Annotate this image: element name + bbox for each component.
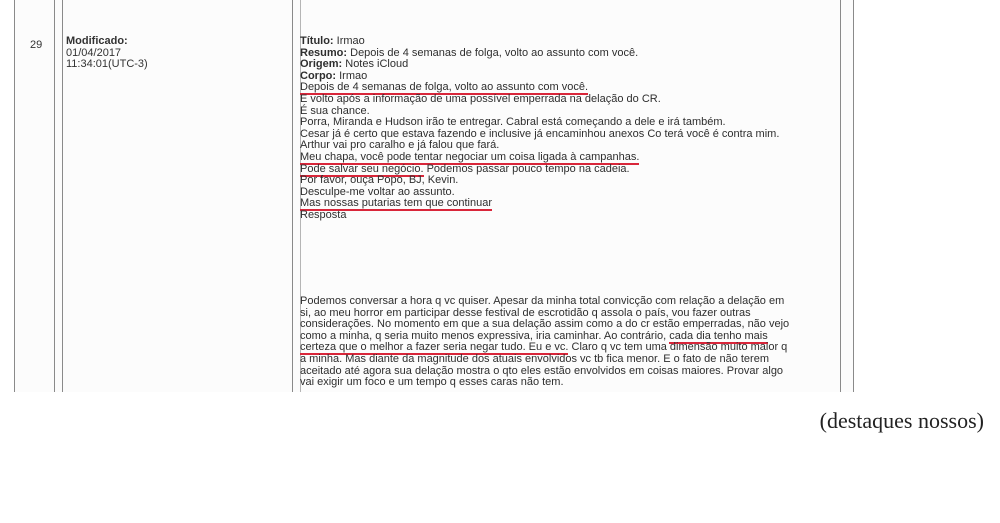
field-label: Resumo: — [300, 46, 348, 59]
modified-time: 11:34:01(UTC-3) — [66, 58, 148, 70]
field-label: Corpo: — [300, 69, 337, 82]
reply-line: vai exigir um foco e um tempo q esses caras não tem. — [300, 376, 564, 389]
highlighted-text: Depois de 4 semanas de folga, volto ao assunto com você. — [300, 81, 589, 94]
field-origem — [300, 59, 835, 71]
reply-text — [300, 296, 840, 389]
table-border-left — [14, 0, 15, 392]
highlighted-text: certeza que o melhor a fazer seria negar tudo. Eu e vc. — [300, 341, 569, 354]
body-line: Desculpe-me voltar ao assunto. — [300, 185, 455, 198]
body-line: Arthur vai pro caralho e já falou que fará. — [300, 139, 500, 152]
field-value: Irmao — [336, 69, 368, 82]
body-line: Resposta — [300, 208, 347, 221]
table-border-num — [54, 0, 55, 392]
reply-line: Podemos conversar a hora q vc quiser. Apesar da minha total convicção com relação a delação em — [300, 295, 785, 307]
document-scan — [14, 0, 854, 392]
field-value: Depois de 4 semanas de folga, volto ao assunto com você. — [347, 46, 639, 59]
highlighted-text: Pode salvar seu negócio. — [300, 162, 424, 175]
field-value: Notes iCloud — [342, 58, 409, 71]
body-line: Cesar já é certo que estava fazendo e inclusive já encaminhou anexos Co terá você é contra mim. — [300, 127, 780, 140]
field-label: Título: — [300, 35, 334, 47]
body-line: Porra, Miranda e Hudson irão te entregar. Cabral está começando a dele e irá também. — [300, 116, 726, 129]
footer-note: (destaques nossos) — [819, 408, 984, 433]
body-line: Por favor, ouça Popo, BJ, Kevin. — [300, 174, 459, 187]
highlighted-text: Meu chapa, você pode tentar negociar um coisa ligada à campanhas. — [300, 150, 640, 163]
field-label: Origem: — [300, 58, 343, 71]
reply-text-segment: Claro q vc tem uma dimensão muito maior q — [568, 341, 788, 354]
body-text: Podemos passar pouco tempo na cadeia. — [423, 162, 630, 175]
reply-line: aceitado até agora sua delação mostra o qto eles estão envolvidos em coisas maiores. Provar algo — [300, 364, 784, 377]
body-line: É sua chance. — [300, 104, 370, 117]
table-border-meta — [62, 0, 63, 392]
reply-text-segment: como a minha, q seria muito menos expressiva, iria caminhar. Ao contrário, — [300, 329, 670, 342]
body-line — [300, 198, 835, 210]
message-body — [300, 36, 835, 222]
highlighted-text: cada dia tenho mais — [669, 329, 768, 342]
modified-label: Modificado: — [66, 35, 128, 47]
reply-line: si, ao meu horror em participar desse festival de escrotidão q assola o país, vou fazer outras — [300, 306, 751, 319]
reply-line: a minha. Mas diante da magnitude dos atuais envolvidos vc tb fica menor. E o fato de não terem — [300, 352, 769, 365]
row-number: 29 — [30, 39, 43, 51]
table-border-right — [840, 0, 841, 392]
body-line: E volto após a informação de uma possível emperrada na delação do CR. — [300, 92, 661, 105]
metadata-cell — [66, 36, 148, 71]
highlighted-text: Mas nossas putarias tem que continuar — [300, 197, 492, 210]
field-value: Irmao — [333, 35, 365, 47]
reply-line: considerações. No momento em que a sua delação assim como a do cr estão emperradas, não vejo — [300, 318, 790, 331]
table-border-right-outer — [853, 0, 854, 392]
modified-date: 01/04/2017 — [66, 46, 122, 59]
table-border-body — [292, 0, 293, 392]
